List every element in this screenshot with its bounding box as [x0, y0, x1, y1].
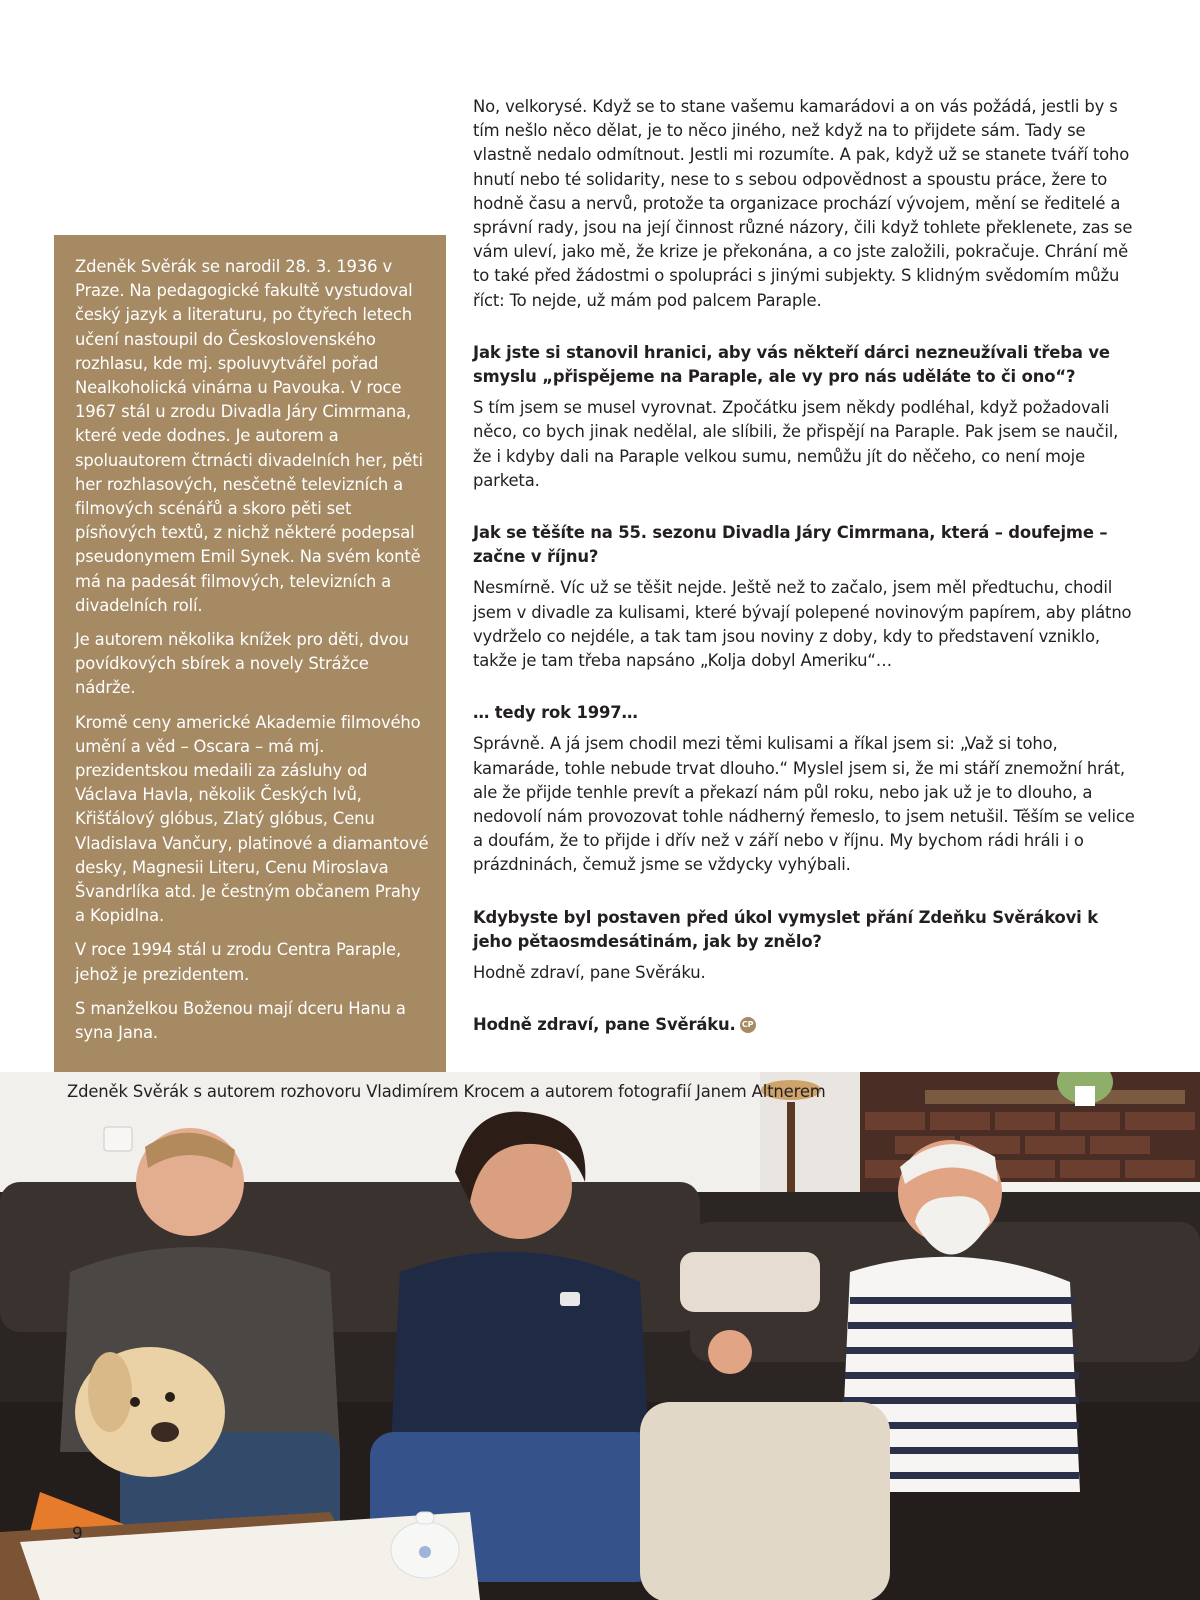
answer-paragraph: No, velkorysé. Když se to stane vašemu kamarádovi a on vás požádá, jestli by s tím nešlo něco dělat, je to něco jiného, než když na to přijdete sám. Tady se vlastně nedalo odmítnout. Jestli mi rozumíte. A pak, když už se stanete tváří toho hnutí nebo té solidarity, nese to s sebou odpovědnost a spoustu práce, žere to hodně času a nervů, protože ta organizace prochází vývojem, mění se ředitelé a správní rady, jsou na její činnost různé názory, čili když tohlete překlenete, zas se vám uleví, jako mě, že krize je překonána, a co jste založili, pokračuje. Chrání mě to také před žádostmi o spolupráci s jinými subjekty. S klidným svědomím můžu říct: To nejde, už mám pod palcem Paraple.: [473, 97, 1133, 310]
photo-caption: Zdeněk Svěrák s autorem rozhovoru Vladimírem Krocem a autorem fotografií Janem Altnerem: [67, 1082, 826, 1101]
closing-text: Hodně zdraví, pane Svěráku.: [473, 1015, 736, 1035]
closing-line: [473, 1013, 1139, 1037]
bio-sidebar: [54, 235, 446, 1072]
photo-illustration: [0, 1072, 1200, 1600]
bio-paragraph: Zdeněk Svěrák se narodil 28. 3. 1936 v Praze. Na pedagogické fakultě vystudoval český jazyk a literaturu, po čtyřech letech učení nastoupil do Československého rozhlasu, kde mj. spoluvytvářel pořad Nealkoholická vinárna u Pavouka. V roce 1967 stál u zrodu Divadla Járy Cimrmana, které vede dodnes. Je autorem a spoluautorem čtrnácti divadelních her, pěti her rozhlasových, nesčetně televizních a filmových scénářů a skoro pěti set písňových textů, z nichž některé podepsal pseudonymem Emil Synek. Na svém kontě má na padesát filmových, televizních a divadelních rolí.: [75, 257, 423, 615]
question-paragraph: Jak jste si stanovil hranici, aby vás někteří dárci nezneužívali třeba ve smyslu „přispějeme na Paraple, ale vy pro nás uděláte to či ono“?: [473, 342, 1110, 387]
page-number: 9: [72, 1524, 83, 1544]
answer-paragraph: Nesmírně. Víc už se těšit nejde. Ještě než to začalo, jsem měl předtuchu, chodil jsem v divadle za kulisami, které bývají polepené novinovým papírem, aby plátno vydrželo co nejdéle, a tak tam jsou noviny z doby, kdy to představení vzniklo, takže je tam třeba napsáno „Kolja dobyl Ameriku“…: [473, 578, 1132, 671]
bio-paragraph: V roce 1994 stál u zrodu Centra Paraple, jehož je prezidentem.: [75, 940, 402, 984]
answer-paragraph: S tím jsem se musel vyrovnat. Zpočátku jsem někdy podléhal, když požadovali něco, co bych jinak nedělal, ale slíbili, že přispějí na Paraple. Pak jsem se naučil, že i kdyby dali na Paraple velkou sumu, nemůžu jít do něčeho, co není moje parketa.: [473, 398, 1119, 490]
question-paragraph: … tedy rok 1997…: [473, 703, 638, 723]
cp-logo-icon: CP: [740, 1017, 756, 1033]
bio-paragraph: Je autorem několika knížek pro děti, dvou povídkových sbírek a novely Strážce nádrže.: [75, 630, 409, 698]
question-paragraph: Jak se těšíte na 55. sezonu Divadla Járy Cimrmana, která – doufejme – začne v říjnu?: [473, 523, 1108, 567]
interview-photo: [0, 1072, 1200, 1600]
bio-paragraph: Kromě ceny americké Akademie filmového umění a věd – Oscara – má mj. prezidentskou medaili za zásluhy od Václava Havla, několik Českých lvů, Křišťálový glóbus, Zlatý glóbus, Cenu Vladislava Vančury, platinové a diamantové desky, Magnesii Literu, Cenu Miroslava Švandrlíka atd. Je čestným občanem Prahy a Kopidlna.: [75, 712, 429, 926]
answer-paragraph: Správně. A já jsem chodil mezi těmi kulisami a říkal jsem si: „Važ si toho, kamaráde, tohle nebude trvat dlouho.“ Myslel jsem si, že mi stáří znemožní hrát, ale že přijde tenhle prevít a překazí nám půl roku, nebo jak už je to dlouho, a nedovolí nám provozovat tohle nádherný řemeslo, to jsem netušil. Těším se velice a doufám, že to přijde i dřív než v září nebo v říjnu. My bychom rádi hráli i o prázdninách, čemuž jsme se vždycky vyhýbali.: [473, 734, 1135, 875]
question-paragraph: Kdybyste byl postaven před úkol vymyslet přání Zdeňku Svěrákovi k jeho pětaosmdesátinám, jak by znělo?: [473, 907, 1098, 951]
bio-paragraph: S manželkou Boženou mají dceru Hanu a syna Jana.: [75, 998, 406, 1043]
answer-paragraph: Hodně zdraví, pane Svěráku.: [473, 963, 706, 983]
interview-column: [473, 95, 1139, 1038]
